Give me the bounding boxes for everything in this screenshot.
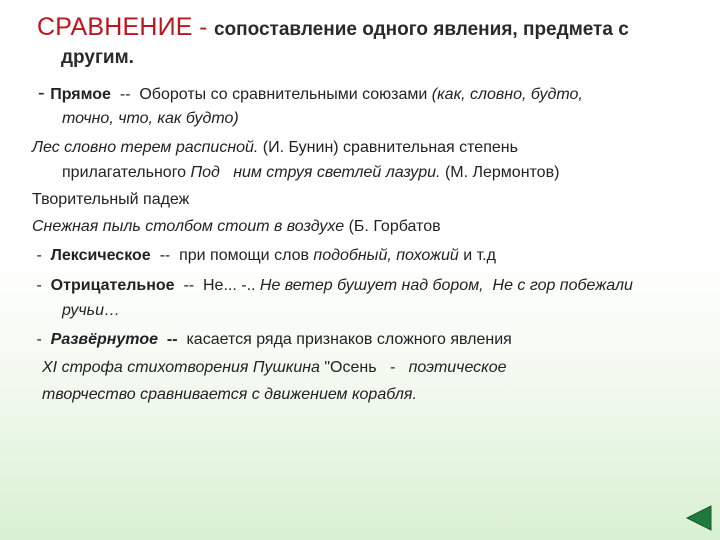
title-line [37, 12, 629, 46]
title-line-2 [61, 45, 134, 72]
negative-text-1: Не... -.. [203, 277, 260, 294]
expanded-bullet: - [32, 331, 51, 348]
lermontov-author: (М. Лермонтов) [440, 164, 560, 181]
title-term: СРАВНЕНИЕ [37, 13, 193, 41]
lermontov-line [62, 163, 559, 183]
direct-term: Прямое [50, 86, 111, 103]
back-arrow-icon[interactable] [684, 503, 714, 533]
instrumental-label: Творительный падеж [32, 191, 190, 208]
direct-text: Обороты со сравнительными союзами [139, 86, 432, 103]
expanded-text: касается ряда признаков сложного явления [186, 331, 512, 348]
pushkin-line-1 [42, 358, 507, 378]
bunin-author: (И. Бунин) сравнительная степень [258, 139, 518, 156]
lexical-text-1: при помощи слов [179, 247, 314, 264]
negative-line-1 [32, 276, 633, 296]
bunin-line [32, 138, 518, 158]
lexical-line [32, 246, 496, 266]
lexical-words: подобный, похожий [313, 247, 459, 264]
title-definition-1: сопоставление одного явления, предмета с [213, 19, 629, 40]
lexical-term: Лексическое [50, 247, 151, 264]
lexical-sep: -- [150, 247, 180, 264]
gorbatov-author: (Б. Горбатов [344, 218, 441, 235]
direct-line-2 [62, 109, 239, 129]
direct-examples-2: точно, что, как будто) [62, 110, 239, 127]
lexical-bullet: - [32, 247, 51, 264]
pushkin-line-2 [42, 385, 417, 405]
negative-example-2: ручьи… [62, 302, 120, 319]
lermontov-quote: Под ним струя светлей лазури. [190, 164, 441, 181]
expanded-line [32, 330, 512, 350]
gorbatov-quote: Снежная пыль столбом стоит в воздухе [32, 218, 345, 235]
negative-example-1: Не ветер бушует над бором, Не с гор побежали [259, 277, 633, 294]
negative-line-2 [62, 301, 120, 321]
title-dash: - [192, 14, 214, 41]
pushkin-line-1c: - поэтическое [376, 359, 507, 376]
negative-sep: -- [174, 277, 203, 294]
direct-bullet: - [38, 82, 51, 104]
pushkin-line-1b: "Осень [324, 359, 377, 376]
lexical-text-2: и т.д [458, 247, 496, 264]
pushkin-line-2: творчество сравнивается с движением корабля. [42, 386, 417, 403]
expanded-term: Развёрнутое [50, 331, 158, 348]
title-definition-2: другим. [61, 47, 134, 68]
instrumental-line [32, 190, 189, 210]
negative-term: Отрицательное [50, 277, 175, 294]
direct-examples-1: (как, словно, будто, [431, 86, 583, 103]
negative-bullet: - [32, 277, 51, 294]
expanded-sep: -- [158, 331, 187, 348]
gorbatov-line [32, 217, 441, 237]
direct-sep: -- [110, 86, 140, 103]
bunin-quote: Лес словно терем расписной. [32, 139, 259, 156]
direct-line-1 [38, 83, 583, 105]
pushkin-line-1a: XI строфа стихотворения Пушкина [42, 359, 325, 376]
lermontov-prefix: прилагательного [62, 164, 191, 181]
